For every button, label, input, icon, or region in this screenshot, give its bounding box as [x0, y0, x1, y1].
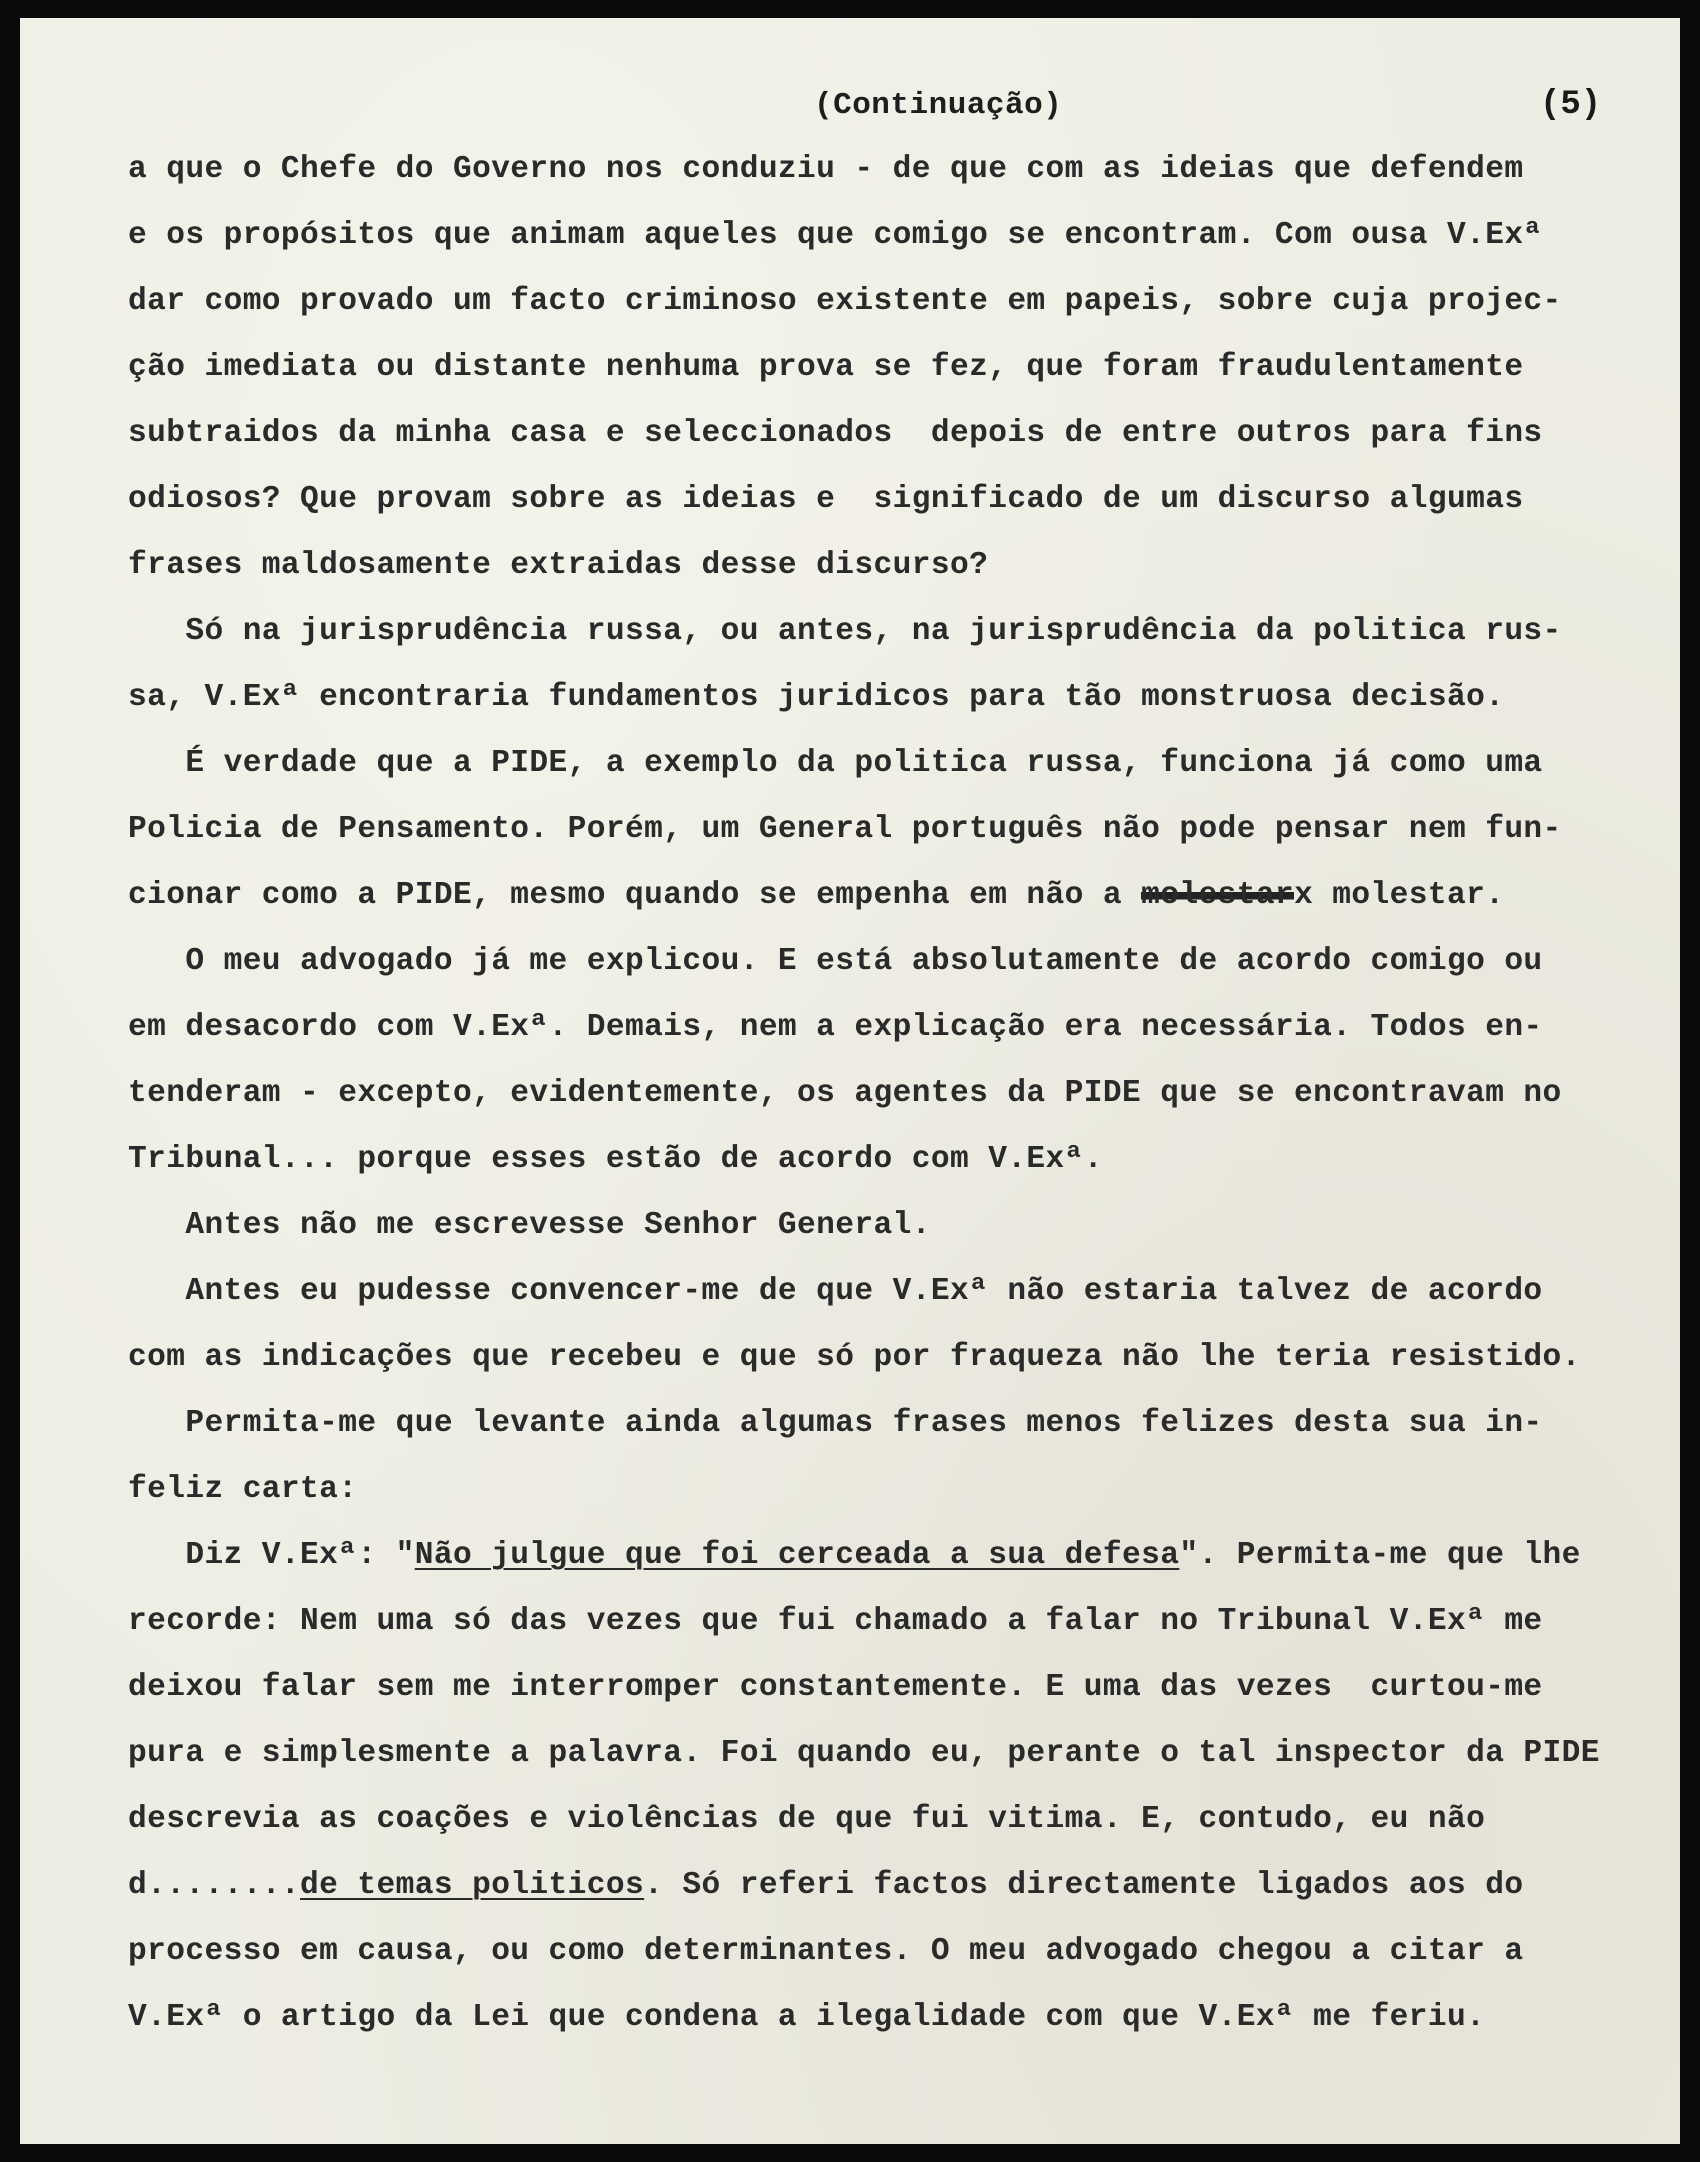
text-segment: . Só referi factos directamente ligados aos do [644, 1868, 1524, 1903]
underlined-quote: Não julgue que foi cerceada a sua defesa [414, 1538, 1180, 1573]
text-line: em desacordo com V.Exª. Demais, nem a explicação era necessária. Todos en- [128, 1010, 1543, 1045]
text-line: dar como provado um facto criminoso existente em papeis, sobre cuja projec- [128, 284, 1562, 319]
text-line: odiosos? Que provam sobre as ideias e significado de um discurso algumas [128, 482, 1524, 517]
continuation-heading: (Continuação) [814, 88, 1063, 123]
text-line: processo em causa, ou como determinantes. O meu advogado chegou a citar a [128, 1934, 1524, 1969]
text-segment: ". Permita-me que lhe [1179, 1538, 1581, 1573]
text-line: Só na jurisprudência russa, ou antes, na jurisprudência da politica rus- [128, 614, 1562, 649]
text-line: frases maldosamente extraidas desse discurso? [128, 548, 989, 583]
text-line-with-underline [128, 1853, 1688, 1919]
text-line: tenderam - excepto, evidentemente, os agentes da PIDE que se encontravam no [128, 1076, 1562, 1111]
text-segment: x molestar. [1294, 878, 1505, 913]
text-line-with-underline [128, 1523, 1688, 1589]
text-line: subtraidos da minha casa e seleccionados depois de entre outros para fins [128, 416, 1543, 451]
text-line: Policia de Pensamento. Porém, um General português não pode pensar nem fun- [128, 812, 1562, 847]
text-line-with-strikeout [128, 863, 1688, 929]
text-line: ção imediata ou distante nenhuma prova se fez, que foram fraudulentamente [128, 350, 1524, 385]
page-header [20, 68, 1680, 124]
text-line: feliz carta: [128, 1472, 358, 1507]
text-segment: d........ [128, 1868, 301, 1903]
text-line: a que o Chefe do Governo nos conduziu - de que com as ideias que defendem [128, 152, 1524, 187]
text-line: Antes eu pudesse convencer-me de que V.Exª não estaria talvez de acordo [128, 1274, 1543, 1309]
text-line: Permita-me que levante ainda algumas frases menos felizes desta sua in- [128, 1406, 1543, 1441]
text-line: e os propósitos que animam aqueles que comigo se encontram. Com ousa V.Exª [128, 218, 1543, 253]
text-line: Tribunal... porque esses estão de acordo com V.Exª. [128, 1142, 1103, 1177]
text-line: V.Exª o artigo da Lei que condena a ilegalidade com que V.Exª me feriu. [128, 2000, 1486, 2035]
text-line: sa, V.Exª encontraria fundamentos juridicos para tão monstruosa decisão. [128, 680, 1505, 715]
letter-body [128, 137, 1688, 2051]
text-line: recorde: Nem uma só das vezes que fui chamado a falar no Tribunal V.Exª me [128, 1604, 1543, 1639]
text-segment: Diz V.Exª: " [128, 1538, 415, 1573]
page-number: (5) [1540, 86, 1602, 124]
struck-out-word: molestar [1141, 878, 1295, 913]
document-page [20, 18, 1680, 2144]
text-line: Antes não me escrevesse Senhor General. [128, 1208, 931, 1243]
text-segment: cionar como a PIDE, mesmo quando se empenha em não a [128, 878, 1142, 913]
text-line: pura e simplesmente a palavra. Foi quando eu, perante o tal inspector da PIDE [128, 1736, 1600, 1771]
underlined-phrase: de temas politicos [300, 1868, 645, 1903]
text-line: É verdade que a PIDE, a exemplo da politica russa, funciona já como uma [128, 746, 1543, 781]
text-line: descrevia as coações e violências de que fui vitima. E, contudo, eu não [128, 1802, 1486, 1837]
text-line: O meu advogado já me explicou. E está absolutamente de acordo comigo ou [128, 944, 1543, 979]
text-line: deixou falar sem me interromper constantemente. E uma das vezes curtou-me [128, 1670, 1543, 1705]
text-line: com as indicações que recebeu e que só por fraqueza não lhe teria resistido. [128, 1340, 1581, 1375]
